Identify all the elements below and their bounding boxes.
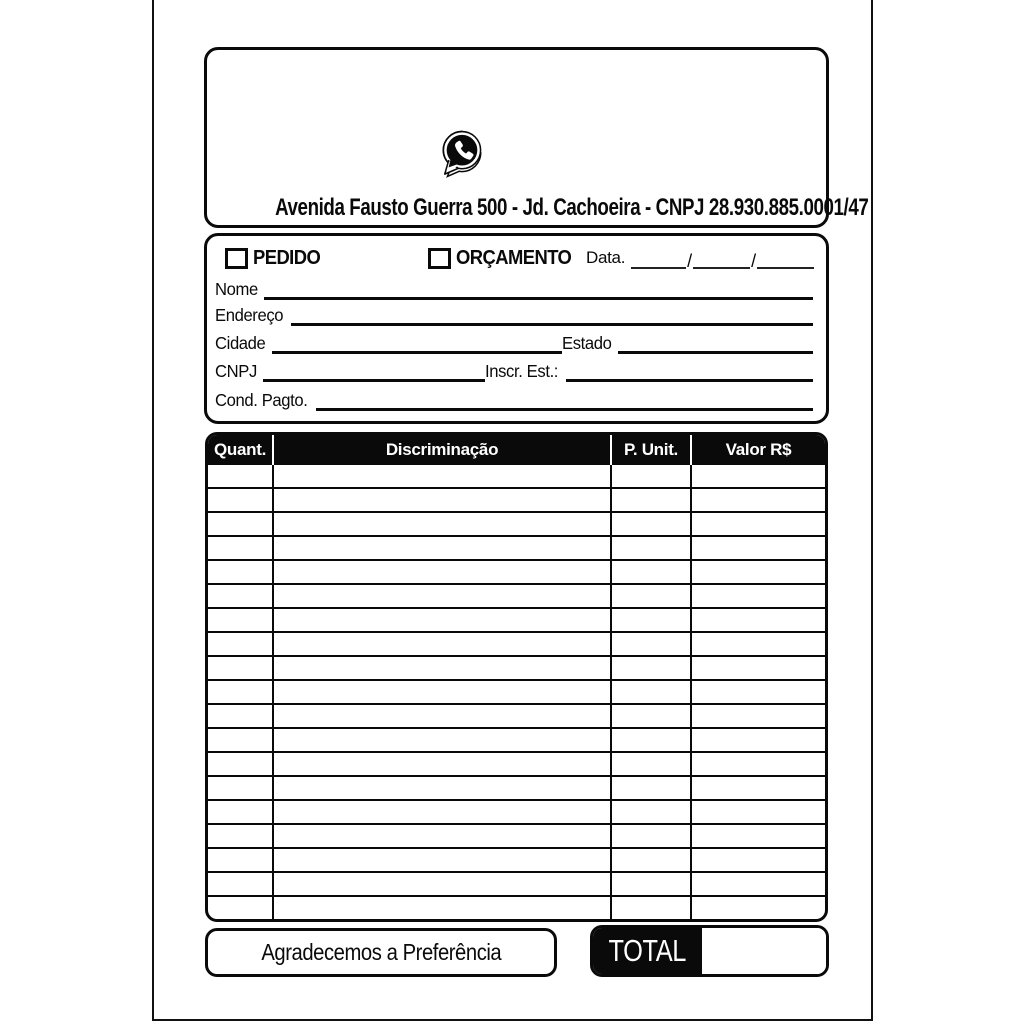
table-cell — [274, 561, 612, 583]
table-cell — [208, 585, 274, 607]
company-address-text: Avenida Fausto Guerra 500 - Jd. Cachoeira - CNPJ 28.930.885.0001/47 — [275, 194, 869, 221]
table-cell — [208, 873, 274, 895]
table-row — [208, 873, 825, 897]
table-cell — [692, 705, 825, 727]
table-cell — [274, 489, 612, 511]
table-cell — [692, 825, 825, 847]
table-cell — [274, 537, 612, 559]
table-row — [208, 537, 825, 561]
table-cell — [208, 705, 274, 727]
table-cell — [208, 465, 274, 487]
whatsapp-icon — [439, 128, 485, 180]
table-cell — [612, 657, 692, 679]
table-cell — [274, 681, 612, 703]
table-cell — [208, 537, 274, 559]
table-row — [208, 609, 825, 633]
cond-pagto-line — [316, 407, 813, 411]
table-row — [208, 777, 825, 801]
total-label: TOTAL — [608, 933, 687, 968]
cnpj-label: CNPJ — [215, 361, 257, 381]
table-cell — [612, 513, 692, 535]
total-label-block — [593, 928, 702, 974]
table-row — [208, 753, 825, 777]
table-cell — [208, 657, 274, 679]
table-cell — [612, 825, 692, 847]
table-cell — [208, 681, 274, 703]
orcamento-checkbox — [428, 248, 451, 269]
table-cell — [208, 897, 274, 919]
order-type-row — [225, 245, 814, 271]
table-cell — [692, 897, 825, 919]
items-table — [205, 432, 828, 922]
table-cell — [692, 729, 825, 751]
table-row — [208, 585, 825, 609]
table-cell — [692, 513, 825, 535]
thanks-text: Agradecemos a Preferência — [261, 939, 501, 965]
date-separator: / — [687, 250, 693, 271]
table-cell — [208, 753, 274, 775]
table-row — [208, 705, 825, 729]
table-cell — [208, 849, 274, 871]
table-cell — [274, 801, 612, 823]
pedido-checkbox — [225, 248, 248, 269]
table-cell — [612, 873, 692, 895]
cnpj-line — [263, 378, 485, 382]
table-cell — [274, 657, 612, 679]
cidade-label: Cidade — [215, 333, 266, 353]
orcamento-label: ORÇAMENTO — [456, 246, 572, 269]
estado-label: Estado — [562, 333, 612, 353]
table-cell — [612, 729, 692, 751]
pedido-label: PEDIDO — [253, 246, 321, 269]
table-cell — [274, 729, 612, 751]
table-cell — [612, 897, 692, 919]
header-cell-valor: Valor R$ — [725, 440, 792, 459]
table-cell — [612, 777, 692, 799]
table-cell — [274, 633, 612, 655]
endereco-line — [291, 322, 813, 326]
field-row-endereco — [215, 302, 813, 326]
inscr-est-label: Inscr. Est.: — [485, 361, 559, 381]
header-cell-p-unit: P. Unit. — [612, 435, 692, 465]
table-cell — [692, 537, 825, 559]
order-info-box — [204, 233, 829, 424]
table-cell — [274, 897, 612, 919]
table-cell — [612, 801, 692, 823]
table-cell — [208, 825, 274, 847]
table-cell — [692, 609, 825, 631]
table-row — [208, 465, 825, 489]
table-cell — [274, 825, 612, 847]
table-row — [208, 489, 825, 513]
table-cell — [692, 753, 825, 775]
table-cell — [274, 609, 612, 631]
table-cell — [692, 561, 825, 583]
header-cell-quant: Quant. — [208, 435, 274, 465]
thanks-box — [205, 928, 557, 977]
table-cell — [208, 561, 274, 583]
table-cell — [208, 489, 274, 511]
table-row — [208, 897, 825, 919]
header-cell-discriminacao: Discriminação — [274, 435, 612, 465]
table-cell — [612, 681, 692, 703]
field-row-cnpj-inscr — [215, 358, 813, 382]
date-separator: / — [751, 250, 757, 271]
table-cell — [208, 729, 274, 751]
nome-label: Nome — [215, 279, 258, 299]
table-row — [208, 561, 825, 585]
date-day-line — [631, 253, 686, 269]
date-field — [586, 248, 814, 269]
date-month-line — [693, 253, 750, 269]
total-value-area — [702, 928, 826, 974]
order-pad-sheet — [152, 0, 873, 1021]
table-cell — [208, 513, 274, 535]
table-cell — [612, 585, 692, 607]
table-cell — [692, 657, 825, 679]
table-cell — [612, 537, 692, 559]
endereco-label: Endereço — [215, 305, 284, 325]
table-cell — [692, 489, 825, 511]
table-row — [208, 633, 825, 657]
table-row — [208, 849, 825, 873]
table-row — [208, 825, 825, 849]
table-row — [208, 729, 825, 753]
table-cell — [612, 705, 692, 727]
table-cell — [208, 801, 274, 823]
table-cell — [274, 777, 612, 799]
cond-pagto-label: Cond. Pagto. — [215, 390, 308, 410]
table-cell — [274, 513, 612, 535]
table-cell — [692, 585, 825, 607]
table-cell — [612, 489, 692, 511]
table-cell — [612, 465, 692, 487]
field-row-cidade-estado — [215, 330, 813, 354]
table-cell — [612, 609, 692, 631]
header-logo-box — [204, 47, 869, 228]
table-cell — [612, 849, 692, 871]
table-cell — [692, 849, 825, 871]
total-box — [590, 925, 829, 977]
items-table-body — [208, 465, 825, 919]
table-cell — [692, 681, 825, 703]
nome-line — [264, 296, 813, 300]
table-row — [208, 513, 825, 537]
cidade-line — [272, 350, 562, 354]
table-cell — [692, 777, 825, 799]
table-cell — [692, 873, 825, 895]
table-row — [208, 801, 825, 825]
table-cell — [274, 585, 612, 607]
table-cell — [692, 801, 825, 823]
table-row — [208, 681, 825, 705]
field-row-cond-pagto — [215, 387, 813, 411]
table-cell — [208, 633, 274, 655]
table-cell — [274, 753, 612, 775]
inscr-est-line — [566, 378, 813, 382]
table-cell — [612, 561, 692, 583]
table-cell — [692, 465, 825, 487]
table-cell — [692, 633, 825, 655]
table-cell — [612, 753, 692, 775]
table-cell — [208, 777, 274, 799]
table-cell — [274, 849, 612, 871]
table-cell — [274, 465, 612, 487]
estado-line — [618, 350, 813, 354]
table-cell — [274, 705, 612, 727]
table-cell — [612, 633, 692, 655]
items-table-header — [208, 435, 825, 465]
table-cell — [208, 609, 274, 631]
table-cell — [274, 873, 612, 895]
date-label: Data. — [586, 247, 626, 267]
table-row — [208, 657, 825, 681]
field-row-nome — [215, 276, 813, 300]
date-year-line — [757, 253, 814, 269]
